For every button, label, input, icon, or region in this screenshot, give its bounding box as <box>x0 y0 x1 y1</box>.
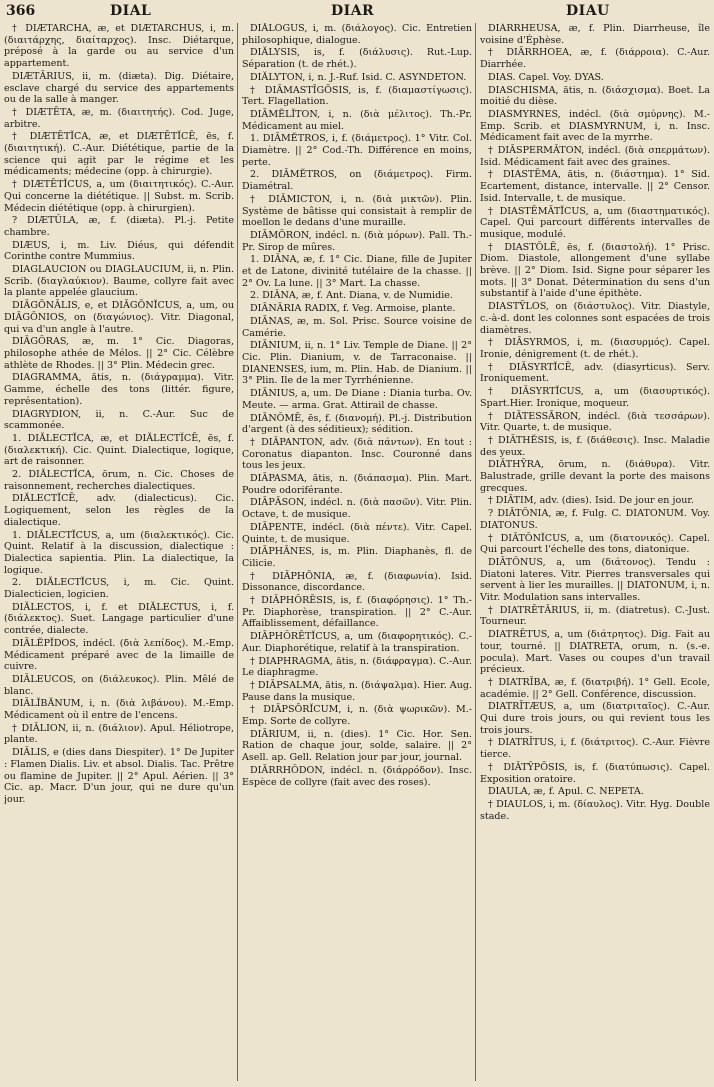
dictionary-entry: ? DIÆTŬLA, æ, f. (diæta). Pl.-j. Petite chambre. <box>4 215 234 238</box>
dictionary-entry: † DIĀPSŌRĬCUM, i, n. (διὰ ψωρικῶν). M.-Emp. Sorte de collyre. <box>242 704 472 728</box>
dictionary-entry: DIAGLAUCION ou DIAGLAUCIUM, ii, n. Plin. Scrib. (διαγλαύκιον). Baume, collyre fait avec la plante appelée glaucium. <box>4 264 234 299</box>
dictionary-entry: DIĂLECTOS, i, f. et DIĂLECTUS, i, f. (διάλεκτος). Suet. Langage particulier d'une contrée, dialecte. <box>4 601 234 637</box>
dictionary-entry: † DIĀTȲPŌSIS, is, f. (διατύπωσις). Capel. Exposition oratoire. <box>480 761 710 785</box>
dictionary-entry: DIĂLYTON, i, n. J.-Ruf. Isid. C. ASYNDETON. <box>250 71 467 83</box>
dictionary-entry: DIATRĪTÆUS, a, um (διατριταῖος). C.-Aur. Qui dure trois jours, ou qui revient tous les trois jours. <box>480 701 710 736</box>
dictionary-entry: DIĀPENTE, indécl. (διὰ πέντε). Vitr. Capel. Quinte, t. de musique. <box>242 521 472 545</box>
dictionary-entry: DIASTȲLOS, on (διάστυλος). Vitr. Diastyle, c.-à-d. dont les colonnes sont espacées de trois diamètres. <box>480 301 710 336</box>
dictionary-entry: 1. DIĀMĔTROS, i, f. (διάμετρος). 1° Vitr. Col. Diamètre. || 2° Cod.-Th. Différence en moins, perte. <box>242 133 472 168</box>
dictionary-entry: DIĀNIUM, ii, n. 1° Liv. Temple de Diane. || 2° Cic. Plin. Dianium, v. de Tarraconaise. || DIANENSES, ium, m. Plin. Hab. de Dianium. || 3° Plin. Ile de la mer Tyrrhénienne. <box>242 340 472 387</box>
dictionary-entry: DIĀRIUM, ii, n. (dies). 1° Cic. Hor. Sen. Ration de chaque jour, solde, salaire. || 2° Asell. ap. Gell. Relation jour par jour, journal. <box>242 728 472 764</box>
column-1 <box>4 23 234 1083</box>
dictionary-entry: † DIAULOS, i, m. (δίαυλος). Vitr. Hyg. Double stade. <box>480 799 710 822</box>
dictionary-entry: † DIĀSPERMĀTON, indécl. (διὰ σπερμάτων). Isid. Médicament fait avec des graines. <box>480 145 710 168</box>
dictionary-entry: 1. DIĂLECTĬCUS, a, um (διαλεκτικός). Cic. Quint. Relatif à la discussion, dialectique : Dialectica sapientia. Plin. La dialectique, la logique. <box>4 529 234 576</box>
dictionary-entry: 2. DIĀNA, æ, f. Ant. Diana, v. de Numidie. <box>250 290 453 302</box>
column-3 <box>480 23 710 1083</box>
dictionary-entry: DIĂLŎGUS, i, m. (διάλογος). Cic. Entretien philosophique, dialogue. <box>242 23 472 46</box>
dictionary-entry: DIĀLIS, e (dies dans Diespiter). 1° De Jupiter : Flamen Dialis. Liv. et absol. Dialis. Tac. Prêtre ou flamine de Jupiter. || 2° Apul. Aérien. || 3° Cic. ap. Macr. D'un jour, qui ne dure qu'un jour. <box>4 747 234 805</box>
dictionary-entry: DIĀPHŎRĒTĬCUS, a, um (διαφορητικός). C.-Aur. Diaphorétique, relatif à la transpiration. <box>242 631 472 654</box>
dictionary-entry: † DIĀPANTON, adv. (διὰ πάντων). En tout : Coronatus diapanton. Insc. Couronné dans tous les jeux. <box>242 436 472 472</box>
dictionary-entry: † DIĀSYRTĬCUS, a, um (διασυρτικός). Spart.Hier. Ironique, moqueur. <box>480 386 710 409</box>
dictionary-entry: † DIĀTŎNĬCUS, a, um (διατονικός). Capel. Qui parcourt l'échelle des tons, diatonique. <box>480 532 710 556</box>
dictionary-entry: DIÆTĀRIUS, ii, m. (diæta). Dig. Diétaire, esclave chargé du service des appartements ou de la salle à manger. <box>4 70 234 106</box>
running-head-center: DIAR <box>331 3 375 19</box>
dictionary-entry: 1. DIĀNA, æ, f. 1° Cic. Diane, fille de Jupiter et de Latone, divinité tutélaire de la chasse. || 2° Ov. La lune. || 3° Mart. La chasse. <box>242 254 472 289</box>
dictionary-entry: † DIĀRRHOEA, æ, f. (διάρροια). C.-Aur. Diarrhée. <box>480 47 710 71</box>
dictionary-entry: † DIÆTARCHA, æ, et DIÆTARCHUS, i, m. (διαιτάρχης, διαίταρχος). Insc. Diétarque, préposé à la garde ou au service d'un appartement. <box>4 23 234 70</box>
dictionary-entry: † DIÆTĒTĬCUS, a, um (διαιτητικός). C.-Aur. Qui concerne la diététique. || Subst. m. Scrib. Médecin diététique (opp. à chirurgien). <box>4 179 234 214</box>
column-2 <box>242 23 472 1083</box>
dictionary-entry: 1. DIĂLECTĬCA, æ, et DIĂLECTĬCĒ, ēs, f. (διαλεκτική). Cic. Quint. Dialectique, logique, art de raisonner. <box>4 432 234 468</box>
dictionary-entry: DIĀLEUCOS, on (διάλευκος). Plin. Mêlé de blanc. <box>4 673 234 697</box>
dictionary-entry: † DIATRĪTUS, i, f. (διάτριτος). C.-Aur. Fièvre tierce. <box>480 737 710 761</box>
dictionary-columns <box>4 23 712 1083</box>
dictionary-entry: 2. DIĂLECTĬCUS, i, m. Cic. Quint. Dialecticien, logicien. <box>4 577 234 601</box>
dictionary-entry: † DIÆTĒTA, æ, m. (διαιτητής). Cod. Juge, arbitre. <box>4 106 234 130</box>
dictionary-entry: † DIASTŎLĒ, ēs, f. (διαστολή). 1° Prisc. Diom. Diastole, allongement d'une syllabe brève. || 2° Diom. Isid. Signe pour séparer les mots. || 3° Donat. Détermination du sens d'un substantif à l'aide d'une épithète. <box>480 241 710 300</box>
dictionary-entry: † DIASTĒMĀTĬCUS, a, um (διαστηματικός). Capel. Qui parcourt différents intervalles de musique, modulé. <box>480 205 710 240</box>
dictionary-entry: DIAS. Capel. Voy. DYAS. <box>488 71 604 83</box>
dictionary-entry: ? DIĀTŎNIA, æ, f. Fulg. C. DIATONUM. Voy. DIATONUS. <box>480 508 710 531</box>
dictionary-entry: 2. DIĀMĔTROS, on (διάμετρος). Firm. Diamétral. <box>242 169 472 193</box>
running-head-left: DIAL <box>110 3 152 19</box>
dictionary-entry: † DIĀMICTON, i, n. (διὰ μικτῶν). Plin. Système de bâtisse qui consistait à remplir de moellon le dedans d'une muraille. <box>242 193 472 229</box>
dictionary-entry: † DIĀTHĔSIS, is, f. (διάθεσις). Insc. Maladie des yeux. <box>480 434 710 458</box>
dictionary-entry: DIÆUS, i, m. Liv. Diéus, qui défendit Corinthe contre Mummius. <box>4 239 234 263</box>
running-head-right: DIAU <box>566 3 610 19</box>
dictionary-entry: † DIĀTESSĀRON, indécl. (διὰ τεσσάρων). Vitr. Quarte, t. de musique. <box>480 410 710 434</box>
dictionary-entry: † DIÆTĒTĬCA, æ, et DIÆTĒTĬCĒ, ēs, f. (διαιτητική). C.-Aur. Diététique, partie de la science qui agit par le régime et les médicaments; médecine (opp. à chirurgie). <box>4 131 234 178</box>
dictionary-entry: † DIĀPSALMA, ătis, n. (διάψαλμα). Hier. Aug. Pause dans la musique. <box>242 679 472 703</box>
dictionary-entry: † DIĀPHŎRĒSIS, is, f. (διαφόρησις). 1° Th.-Pr. Diaphorèse, transpiration. || 2° C.-Aur. Affaiblissement, défaillance. <box>242 595 472 630</box>
dictionary-entry: DIĀPHĀNES, is, m. Plin. Diaphanès, fl. de Cilicie. <box>242 546 472 569</box>
dictionary-entry: DIAULA, æ, f. Apul. C. NEPETA. <box>488 786 644 798</box>
column-divider <box>237 23 238 1081</box>
page-header <box>0 0 714 22</box>
dictionary-entry: DIASCHISMA, ătis, n. (διάσχισμα). Boet. La moitié du dièse. <box>480 84 710 108</box>
dictionary-entry: DIĀGŎRAS, æ, m. 1° Cic. Diagoras, philosophe athée de Mélos. || 2° Cic. Célèbre athlète de Rhodes. || 3° Plin. Médecin grec. <box>4 336 234 371</box>
dictionary-entry: DIĀTŎNUS, a, um (διάτονος). Tendu : Diatoni lateres. Vitr. Pierres transversales qui servent à lier les murailles. || DIATONUM, i, n. Vitr. Modulation sans intervalles. <box>480 556 710 604</box>
dictionary-entry: DIĀNĀRIA RADIX, f. Veg. Armoise, plante. <box>250 303 456 315</box>
page-number: 366 <box>6 3 36 19</box>
dictionary-entry: DIATRĒTUS, a, um (διάτρητος). Dig. Fait au tour, tourné. || DIATRETA, orum, n. (s.-e. pocula). Mart. Vases ou coupes d'un travail précieux. <box>480 629 710 676</box>
dictionary-entry: DIĂLECTĬCĒ, adv. (dialecticus). Cic. Logiquement, selon les règles de la dialectique. <box>4 493 234 528</box>
dictionary-entry: DIĀRRHEŪSA, æ, f. Plin. Diarrheuse, île voisine d'Éphèse. <box>480 23 710 46</box>
dictionary-entry: DIĀNAS, æ, m. Sol. Prisc. Source voisine de Camérie. <box>242 315 472 339</box>
dictionary-entry: 2. DIĂLECTĬCA, ōrum, n. Cic. Choses de raisonnement, recherches dialectiques. <box>4 469 234 492</box>
column-divider <box>475 23 476 1081</box>
dictionary-entry: † DIĀTIM, adv. (dies). Isid. De jour en jour. <box>488 495 694 507</box>
dictionary-entry: DIĀLĬBĂNUM, i, n. (διὰ λιβάνου). M.-Emp. Médicament où il entre de l'encens. <box>4 698 234 722</box>
dictionary-entry: DIĀMĔLĬTON, i, n. (διὰ μέλιτος). Th.-Pr. Médicament au miel. <box>242 108 472 132</box>
dictionary-entry: DIĀMŌRON, indécl. n. (διὰ μόρων). Pall. Th.-Pr. Sirop de mûres. <box>242 229 472 253</box>
dictionary-entry: DIĀTHȲRA, ōrum, n. (διάθυρα). Vitr. Balustrade, grille devant la porte des maisons grecques. <box>480 459 710 494</box>
dictionary-entry: DIĀRRHŎDON, indécl. n. (διάρρόδον). Insc. Espèce de collyre (fait avec des roses). <box>242 764 472 788</box>
dictionary-entry: † DIĀSYRMOS, i, m. (διασυρμός). Capel. Ironie, dénigrement (t. de rhét.). <box>480 337 710 360</box>
dictionary-entry: † DIATRĒTĀRIUS, ii, m. (diatretus). C.-Just. Tourneur. <box>480 604 710 628</box>
dictionary-entry: DIAGRYDION, ii, n. C.-Aur. Suc de scammonée. <box>4 408 234 432</box>
dictionary-entry: DIĀNIUS, a, um. De Diane : Dianiа turba. Ov. Meute. — arma. Grat. Attirail de chasse. <box>242 388 472 411</box>
dictionary-entry: DIAGRAMMA, ătis, n. (διάγραμμα). Vitr. Gamme, échelle des tons (littér. figure, représentation). <box>4 372 234 407</box>
dictionary-entry: DIĀPASMA, ătis, n. (διάπασμα). Plin. Mart. Poudre odoriférante. <box>242 473 472 496</box>
dictionary-entry: † DIĀSYRTĬCĒ, adv. (diasyrticus). Serv. Ironiquement. <box>480 361 710 385</box>
dictionary-entry: † DIĀLION, ii, n. (διάλιον). Apul. Héliotrope, plante. <box>4 722 234 746</box>
dictionary-entry: † DIAPHRAGMA, ătis, n. (διάφραγμα). C.-Aur. Le diaphragme. <box>242 655 472 679</box>
dictionary-entry: DIĀGŌNĀLIS, e, et DIĀGŌNĬCUS, a, um, ou DIĀGŌNIOS, on (διαγώνιος). Vitr. Diagonal, qui va d'un angle à l'autre. <box>4 300 234 335</box>
dictionary-entry: DIĀNŎMĒ, ēs, f. (διανομή). Pl.-j. Distribution d'argent (à des séditieux); sédition. <box>242 412 472 436</box>
dictionary-entry: DIĂLYSIS, is, f. (διάλυσις). Rut.-Lup. Séparation (t. de rhét.). <box>242 47 472 71</box>
dictionary-entry: DIASMYRNES, indécl. (διὰ σμύρνης). M.-Emp. Scrib. et DIASMYRNUM, i, n. Insc. Médicament fait avec de la myrrhe. <box>480 108 710 144</box>
dictionary-entry: DIĀPĀSON, indécl. n. (διὰ πασῶν). Vitr. Plin. Octave, t. de musique. <box>242 497 472 521</box>
dictionary-entry: DIĀLĔPĬDOS, indécl. (διὰ λεπίδος). M.-Emp. Médicament préparé avec de la limaille de cuivre. <box>4 637 234 673</box>
dictionary-entry: † DIATRĪBA, æ, f. (διατριβή). 1° Gell. Ecole, académie. || 2° Gell. Conférence, discussion. <box>480 676 710 700</box>
dictionary-entry: † DIĀPHŌNIA, æ, f. (διαφωνία). Isid. Dissonance, discordance. <box>242 570 472 594</box>
dictionary-entry: † DIĀMASTĪGŌSIS, is, f. (διαμαστίγωσις). Tert. Flagellation. <box>242 84 472 108</box>
dictionary-entry: † DIASTĒMA, ătis, n. (διάστημα). 1° Sid. Ecartement, distance, intervalle. || 2° Censor. Isid. Intervalle, t. de musique. <box>480 169 710 204</box>
